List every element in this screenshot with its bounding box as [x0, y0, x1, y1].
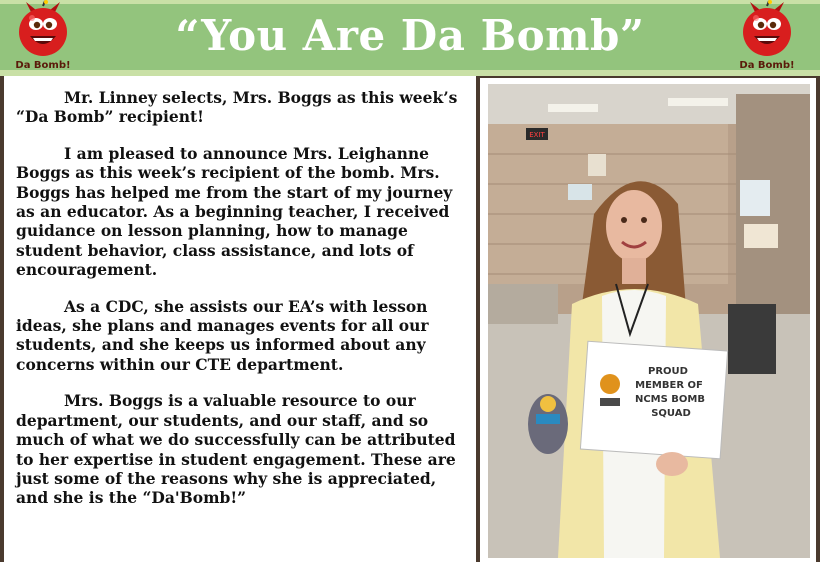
article-paragraph-3: As a CDC, she assists our EA’s with lesson ideas, she plans and manages events for all our students, and she keeps us informed about any concerns within our CTE department.: [16, 296, 429, 374]
proud-member-sign: [580, 341, 727, 459]
sign-line-2: MEMBER OF: [635, 380, 703, 391]
sign-line-4: SQUAD: [651, 408, 691, 419]
page-title: “You Are Da Bomb”: [175, 11, 645, 60]
article-panel: [4, 76, 476, 562]
photo-frame: [480, 78, 816, 562]
recipient-photo: [488, 84, 810, 558]
header-banner: [0, 0, 820, 76]
bomb-mascot-icon: [738, 0, 796, 60]
mascot-caption: Da Bomb!: [15, 60, 71, 71]
article-paragraph-4: Mrs. Boggs is a valuable resource to our department, our students, and our staff, and so much of what we do successfully can be attributed to her expertise in student engagement. These are just some of the reasons why she is appreciated, and she is the “Da'Bomb!”: [16, 391, 456, 508]
sign-line-1: PROUD: [648, 366, 688, 377]
article-paragraph-2: I am pleased to announce Mrs. Leighanne Boggs as this week’s recipient of the bomb. Mrs. Boggs has helped me from the start of my journey as an educator. As a beginning teacher, I received guidance on lesson planning, how to manage student behavior, class assistance, and lots of encouragement.: [16, 143, 453, 280]
exit-sign-text: EXIT: [529, 131, 545, 139]
mascot-caption: Da Bomb!: [739, 60, 795, 71]
sign-line-3: NCMS BOMB: [634, 394, 706, 405]
article-paragraph-1: Mr. Linney selects, Mrs. Boggs as this week’s “Da Bomb” recipient!: [16, 88, 458, 127]
bomb-mascot-right: [732, 0, 802, 74]
